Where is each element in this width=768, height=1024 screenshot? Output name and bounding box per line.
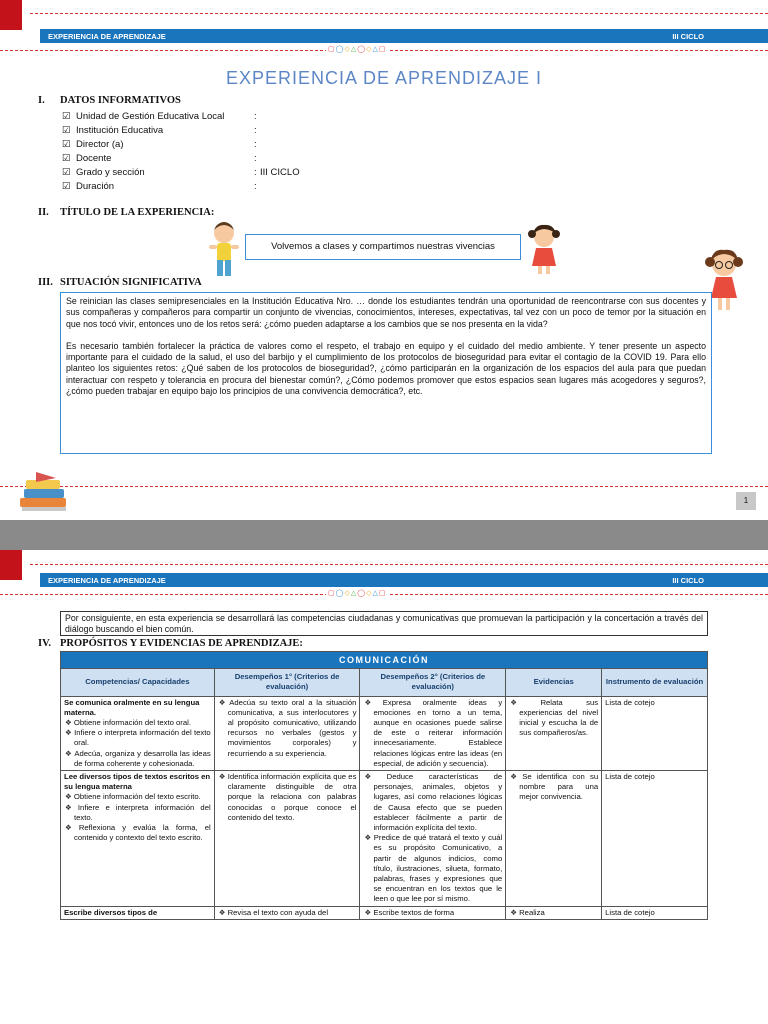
evidencia-cell: ❖ Realiza [506,906,602,919]
instrumento-cell: Lista de cotejo [602,906,708,919]
desempeno1-cell: ❖ Identifica información explícita que es claramente distinguible de otra porque la relaciona con palabras conocidas o porque conoce el contenido del texto. [214,771,360,907]
column-header: Instrumento de evaluación [602,669,708,696]
datos-row: ☑ Institución Educativa : [62,125,300,139]
page-2 [0,550,768,1024]
boy-illustration [206,220,242,282]
bullet-icon: ❖ [510,772,521,782]
table-row [61,771,708,907]
competencia-cell: Lee diversos tipos de textos escritos en su lengua materna ❖ Obtiene información del texto escrito. ❖ Infiere e interpreta información del texto. ❖ Reflexiona y evalúa la forma, el contenido y contexto del texto escrito. [61,771,215,907]
bullet-icon: ❖ [364,833,372,843]
datos-list [62,111,300,195]
column-header: Evidencias [506,669,602,696]
competencia-cell: Se comunica oralmente en su lengua materna. ❖ Obtiene información del texto oral. ❖ Infiere o interpreta información del texto oral. ❖ Adecúa, organiza y desarrolla las ideas de forma coherente y cohesionada. [61,696,215,770]
desempeno1-cell: ❖ Revisa el texto con ayuda del [214,906,360,919]
bullet-icon: ❖ [510,907,518,917]
checkbox-icon: ☑ [62,111,71,122]
top-dashed-line [30,13,768,14]
bullet-icon: ❖ [65,718,72,728]
desempeno1-cell: ❖ Adecúa su texto oral a la situación comunicativa, a sus interlocutores y al propósito comunicativo, utilizando recursos no verbales (gestos y movimientos corporales) y recurriendo a su experiencia. [214,696,360,770]
bullet-icon: ❖ [65,802,76,812]
page-gap [0,520,768,550]
area-header: COMUNICACIÓN [61,652,708,669]
checkbox-icon: ☑ [62,125,71,136]
desempeno2-cell: ❖ Deduce características de personajes, animales, objetos y lugares, así como relaciones lógicas de Causa efecto que se pueden establecer fácilmente a partir de información explícita del texto. ❖ Predice de qué tratará el texto y cuál es su propósito Comunicativo, a partir de algunos indicios, como título, ilustraciones, silueta, formato, palabras, frases y expresiones que se encuentran en los textos que le leen o que lee por sí mismo. [360,771,506,907]
evidencia-cell: ❖ Se identifica con su nombre para una mejor convivencia. [506,771,602,907]
section-situacion: III. SITUACIÓN SIGNIFICATIVA [38,277,202,288]
datos-row: ☑ Unidad de Gestión Educativa Local : [62,111,300,125]
instrumento-cell: Lista de cotejo [602,771,708,907]
situation-box [60,292,712,454]
corner-ribbon [0,550,22,580]
checkbox-icon: ☑ [62,167,71,178]
bullet-icon: ❖ [218,907,226,917]
bullet-icon: ❖ [65,748,73,758]
header-right: III CICLO [672,576,704,585]
bullet-icon: ❖ [364,907,372,917]
bullet-icon: ❖ [65,823,77,833]
situation-paragraph: Se reinician las clases semipresenciales en la Institución Educativa Nro. … donde los estudiantes tendrán una oportunidad de reencontrarse con sus docentes y sus compañeras y compañeros para compartir un conjunto de vivencias, conocimientos, intereses, expectativas, tal vez con un poco de temor por la situación en que nos tocó vivir, entonces uno de los retos será: ¿cómo pueden adaptarse a los cambios que se nos presenta en la vida? [66,296,706,329]
shapes-decoration: ▢◯◇△◯◇△▢ [328,45,387,53]
bullet-icon: ❖ [218,772,226,782]
bullet-icon: ❖ [364,772,385,782]
top-dashed-line [30,564,768,565]
column-header: Competencias/ Capacidades [61,669,215,696]
intro-paragraph: Por consiguiente, en esta experiencia se desarrollará las competencias ciudadanas y comunicativas que promuevan la participación y la concertación a través del diálogo buscando el bien común. [60,611,708,636]
header-left: EXPERIENCIA DE APRENDIZAJE [48,32,166,41]
desempeno2-cell: ❖ Expresa oralmente ideas y emociones en torno a un tema, aunque en ocasiones puede salirse de este o reiterar información innecesariamente. Establece relaciones lógicas entre las ideas (en especial, de adición y secuencia). [360,696,506,770]
section-titulo: II. TÍTULO DE LA EXPERIENCIA: [38,207,215,218]
datos-row: ☑ Docente : [62,153,300,167]
checkbox-icon: ☑ [62,181,71,192]
competencias-table [60,651,708,920]
page-number: 1 [736,492,756,510]
table-row [61,696,708,770]
competencia-cell: Escribe diversos tipos de [61,906,215,919]
section-datos: I. DATOS INFORMATIVOS [38,95,181,106]
corner-ribbon [0,0,22,30]
bullet-icon: ❖ [218,697,228,707]
instrumento-cell: Lista de cotejo [602,696,708,770]
bullet-icon: ❖ [510,697,539,707]
bullet-icon: ❖ [364,697,381,707]
bullet-icon: ❖ [65,792,72,802]
datos-row: ☑ Grado y sección : III CICLO [62,167,300,181]
header-left: EXPERIENCIA DE APRENDIZAJE [48,576,166,585]
desempeno2-cell: ❖ Escribe textos de forma [360,906,506,919]
girl-illustration [526,224,562,276]
page-title: EXPERIENCIA DE APRENDIZAJE I [225,68,543,88]
evidencia-cell: ❖ Relata sus experiencias del nivel inicial y escucha la de sus compañeros/as. [506,696,602,770]
header-bar [40,29,768,43]
header-right: III CICLO [672,32,704,41]
checkbox-icon: ☑ [62,139,71,150]
datos-row: ☑ Director (a) : [62,139,300,153]
books-illustration [16,468,72,514]
shapes-decoration: ▢◯◇△◯◇△▢ [328,589,387,597]
table-row [61,906,708,919]
experience-title-box: Volvemos a clases y compartimos nuestras vivencias [245,234,521,260]
footer-dashed-line [0,486,768,487]
header-bar [40,573,768,587]
column-header: Desempeños 2° (Criterios de evaluación) [360,669,506,696]
bullet-icon: ❖ [65,728,73,738]
checkbox-icon: ☑ [62,153,71,164]
column-header: Desempeños 1° (Criterios de evaluación) [214,669,360,696]
situation-paragraph: Es necesario también fortalecer la práctica de valores como el respeto, el trabajo en equipo y el cuidado del medio ambiente. Y tener presente un aspecto importante para el cuidado de la salud, el uso del barbijo y el cumplimiento de los protocolos de bioseguridad para evitar el contagio de la COVID 19. Para ello planteo los siguientes retos: ¿Qué saben de los protocolos de bioseguridad?, ¿cómo participarán en la organización de los espacios del aula para que puedan interactuar con respeto y tolerancia en procura del bienestar común?, ¿Cómo podemos promover que estos espacios sean lugares más acogedores y seguros?, ¿cómo pueden trabajar en equipo bajo los principios de una convivencia democrática?, etc. [66,340,706,397]
section-propositos: IV. PROPÓSITOS Y EVIDENCIAS DE APRENDIZAJE: [38,638,303,649]
datos-row: ☑ Duración : [62,181,300,195]
